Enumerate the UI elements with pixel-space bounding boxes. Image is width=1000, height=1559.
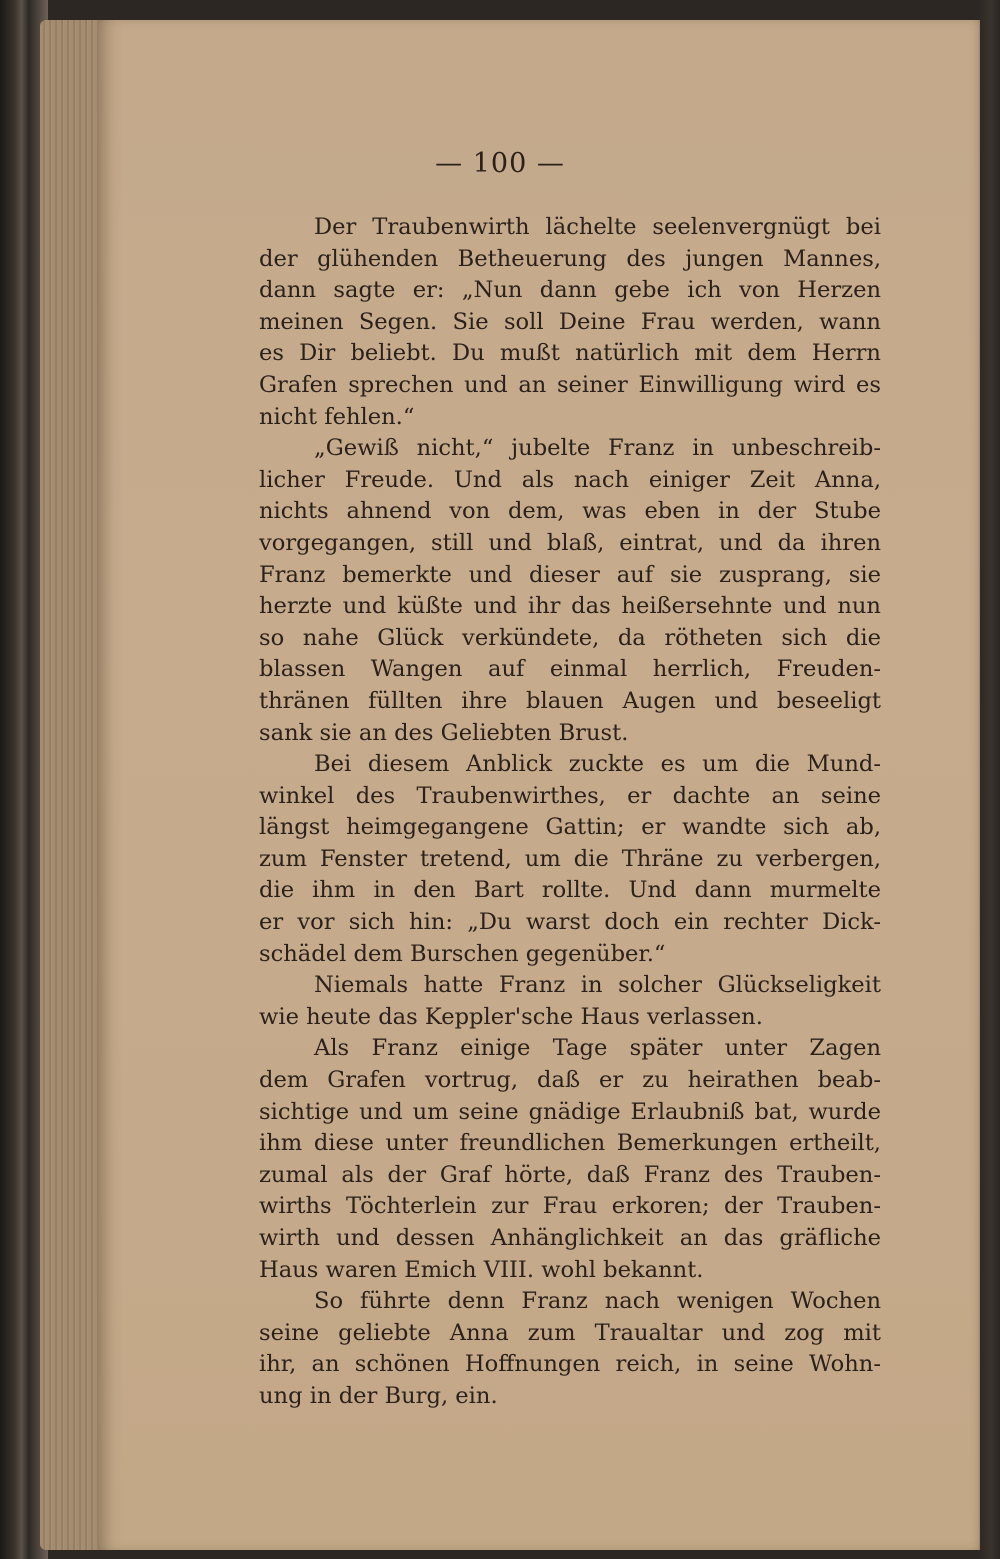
- text-line: ihm diese unter freundlichen Bemerkungen ertheilt,: [259, 1130, 881, 1157]
- text-line: ung in der Burg, ein.: [259, 1382, 498, 1409]
- text-line: meinen Segen. Sie soll Deine Frau werden, wann: [259, 308, 881, 335]
- text-line: vorgegangen, still und blaß, eintrat, und da ihren: [259, 529, 881, 556]
- text-line: wirth und dessen Anhänglichkeit an das gräfliche: [259, 1225, 881, 1251]
- text-line: so nahe Glück verkündete, da rötheten sich die: [259, 624, 881, 651]
- text-line: Haus waren Emich VIII. wohl bekannt.: [259, 1256, 704, 1283]
- text-line: sichtige und um seine gnädige Erlaubniß bat, wurde: [259, 1098, 881, 1125]
- text-line: wie heute das Keppler'sche Haus verlassen.: [259, 1003, 763, 1030]
- text-line: dann sagte er: „Nun dann gebe ich von Herzen: [259, 277, 881, 304]
- text-line: zum Fenster tretend, um die Thräne zu verbergen,: [259, 845, 881, 872]
- text-line: die ihm in den Bart rollte. Und dann murmelte: [259, 877, 881, 904]
- text-line: winkel des Traubenwirthes, er dachte an seine: [259, 782, 881, 809]
- text-line: seine geliebte Anna zum Traualtar und zog mit: [259, 1319, 881, 1346]
- text-line: nichts ahnend von dem, was eben in der Stube: [259, 498, 881, 525]
- body-text: [259, 212, 881, 1413]
- text-line: längst heimgegangene Gattin; er wandte sich ab,: [259, 814, 881, 841]
- page-shadow: [978, 0, 1000, 1559]
- text-line: schädel dem Burschen gegenüber.“: [259, 940, 666, 967]
- text-line: Franz bemerkte und dieser auf sie zusprang, sie: [259, 561, 881, 588]
- text-line: thränen füllten ihre blauen Augen und beseeligt: [259, 687, 881, 714]
- text-line: Bei diesem Anblick zuckte es um die Mund-: [314, 751, 881, 778]
- text-line: blassen Wangen auf einmal herrlich, Freuden-: [259, 656, 881, 683]
- text-line: So führte denn Franz nach wenigen Wochen: [314, 1288, 881, 1315]
- text-line: sank sie an des Geliebten Brust.: [259, 719, 629, 746]
- text-line: es Dir beliebt. Du mußt natürlich mit dem Herrn: [259, 340, 881, 367]
- text-line: er vor sich hin: „Du warst doch ein rechter Dick-: [259, 909, 881, 936]
- text-line: dem Grafen vortrug, daß er zu heirathen beab-: [259, 1067, 881, 1094]
- text-line: wirths Töchterlein zur Frau erkoren; der Trauben-: [259, 1193, 881, 1220]
- text-line: Als Franz einige Tage später unter Zagen: [314, 1035, 881, 1062]
- page-number: — 100 —: [435, 148, 565, 179]
- text-line: ihr, an schönen Hoffnungen reich, in seine Wohn-: [259, 1351, 881, 1378]
- text-line: zumal als der Graf hörte, daß Franz des Trauben-: [259, 1161, 881, 1188]
- text-line: nicht fehlen.“: [259, 403, 415, 430]
- text-line: der glühenden Betheuerung des jungen Mannes,: [259, 245, 881, 272]
- text-line: licher Freude. Und als nach einiger Zeit Anna,: [259, 466, 881, 493]
- text-line: Der Traubenwirth lächelte seelenvergnügt bei: [314, 214, 881, 240]
- text-line: Grafen sprechen und an seiner Einwilligung wird es: [259, 371, 881, 398]
- text-line: Niemals hatte Franz in solcher Glückseligkeit: [314, 972, 881, 999]
- text-line: „Gewiß nicht,“ jubelte Franz in unbeschreib-: [314, 435, 881, 462]
- text-line: herzte und küßte und ihr das heißersehnte und nun: [259, 593, 881, 620]
